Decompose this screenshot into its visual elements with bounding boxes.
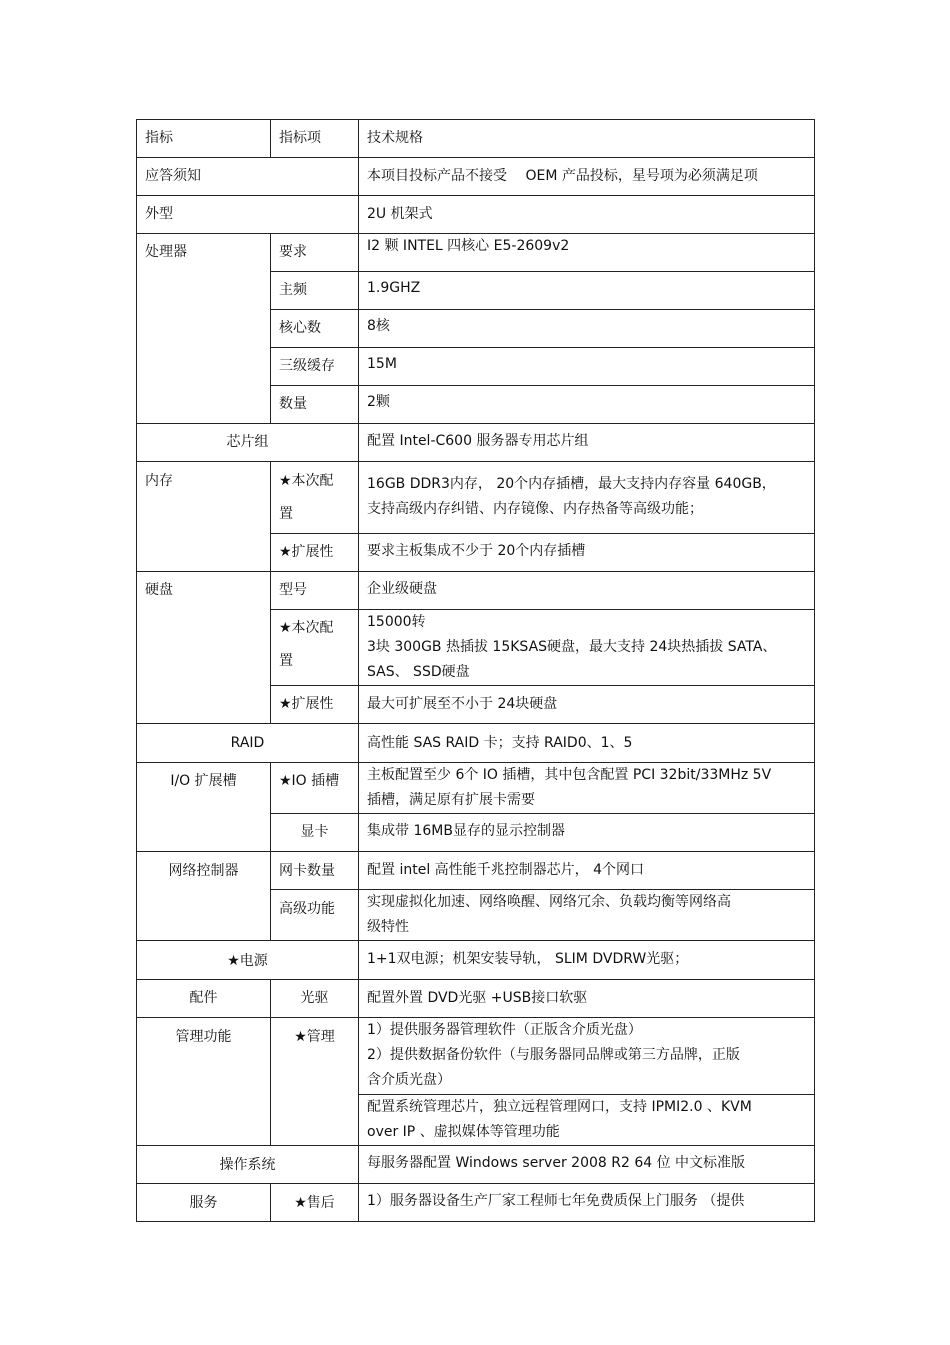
disk-config-line: 3块 300GB 热插拔 15KSAS硬盘，最大支持 24块热插拔 SATA、	[367, 639, 777, 655]
cpu-label: 处理器	[137, 234, 271, 424]
disk-model-item: 型号	[271, 572, 359, 610]
table-row	[137, 763, 815, 814]
table-row	[137, 724, 815, 763]
header-indicator: 指标	[137, 120, 271, 158]
memory-expand-item: ★扩展性	[271, 534, 359, 572]
disk-config-line: 15000转	[367, 614, 426, 630]
header-item: 指标项	[271, 120, 359, 158]
mgmt-software-line: 含介质光盘）	[367, 1072, 451, 1088]
memory-label: 内存	[137, 462, 271, 572]
table-row	[137, 462, 815, 534]
io-gpu-value: 集成带 16MB显存的显示控制器	[359, 814, 815, 852]
memory-expand-value: 要求主板集成不少于 20个内存插槽	[359, 534, 815, 572]
io-slot-value	[359, 763, 815, 814]
network-nic-item: 网卡数量	[271, 852, 359, 890]
notice-label: 应答须知	[137, 158, 359, 196]
cpu-value: 15M	[359, 348, 815, 386]
mgmt-chip-line: 配置系统管理芯片，独立远程管理网口，支持 IPMI2.0 、KVM	[367, 1099, 752, 1115]
service-label: 服务	[137, 1184, 271, 1222]
io-slot-item: ★IO 插槽	[271, 763, 359, 814]
accessory-value: 配置外置 DVD光驱 +USB接口软驱	[359, 980, 815, 1018]
disk-config-line: SAS、 SSD硬盘	[367, 664, 470, 680]
mgmt-software	[359, 1018, 815, 1095]
network-nic-value: 配置 intel 高性能千兆控制器芯片， 4个网口	[359, 852, 815, 890]
table-row	[137, 1018, 815, 1095]
power-label: ★电源	[137, 941, 359, 980]
table-row	[137, 941, 815, 980]
memory-config-item-line: ★本次配	[279, 473, 334, 489]
memory-config-item	[271, 462, 359, 534]
service-item: ★售后	[271, 1184, 359, 1222]
table-row	[137, 572, 815, 610]
network-adv-item: 高级功能	[271, 890, 359, 941]
cpu-value: 2颗	[359, 386, 815, 424]
network-adv-line: 级特性	[367, 919, 409, 935]
service-value: 1）服务器设备生产厂家工程师七年免费质保上门服务 （提供	[359, 1184, 815, 1222]
cpu-item: 要求	[271, 234, 359, 272]
cpu-value: 1.9GHZ	[359, 272, 815, 310]
table-row	[137, 234, 815, 272]
accessory-label: 配件	[137, 980, 271, 1018]
form-value: 2U 机架式	[359, 196, 815, 234]
os-label: 操作系统	[137, 1146, 359, 1184]
mgmt-software-line: 1）提供服务器管理软件（正版含介质光盘）	[367, 1022, 642, 1038]
disk-expand-item: ★扩展性	[271, 686, 359, 724]
table-row	[137, 196, 815, 234]
cpu-item: 核心数	[271, 310, 359, 348]
memory-config-item-line: 置	[279, 506, 293, 522]
disk-config-value	[359, 610, 815, 686]
cpu-item: 数量	[271, 386, 359, 424]
os-value: 每服务器配置 Windows server 2008 R2 64 位 中文标准版	[359, 1146, 815, 1184]
io-label: I/O 扩展槽	[137, 763, 271, 852]
network-label: 网络控制器	[137, 852, 271, 941]
table-row	[137, 120, 815, 158]
memory-config-line: 16GB DDR3内存， 20个内存插槽，最大支持内存容量 640GB，	[367, 476, 776, 492]
accessory-item: 光驱	[271, 980, 359, 1018]
table-row	[137, 158, 815, 196]
disk-model-value: 企业级硬盘	[359, 572, 815, 610]
table-row	[137, 852, 815, 890]
io-gpu-item: 显卡	[271, 814, 359, 852]
table-row	[137, 980, 815, 1018]
notice-value: 本项目投标产品不接受 OEM 产品投标，星号项为必须满足项	[359, 158, 815, 196]
disk-label: 硬盘	[137, 572, 271, 724]
io-slot-line: 插槽，满足原有扩展卡需要	[367, 792, 535, 808]
disk-config-item-line: 置	[279, 653, 293, 669]
network-adv-value	[359, 890, 815, 941]
mgmt-chip	[359, 1095, 815, 1146]
disk-config-item-line: ★本次配	[279, 620, 334, 636]
cpu-item: 主频	[271, 272, 359, 310]
mgmt-chip-line: over IP 、虚拟媒体等管理功能	[367, 1124, 560, 1140]
mgmt-label: 管理功能	[137, 1018, 271, 1146]
network-adv-line: 实现虚拟化加速、网络唤醒、网络冗余、负载均衡等网络高	[367, 894, 731, 910]
io-slot-line: 主板配置至少 6个 IO 插槽，其中包含配置 PCI 32bit/33MHz 5V	[367, 767, 772, 783]
raid-value: 高性能 SAS RAID 卡；支持 RAID0、1、5	[359, 724, 815, 763]
table-row	[137, 1184, 815, 1222]
disk-expand-value: 最大可扩展至不小于 24块硬盘	[359, 686, 815, 724]
power-value: 1+1双电源；机架安装导轨， SLIM DVDRW光驱；	[359, 941, 815, 980]
cpu-value: I2 颗 INTEL 四核心 E5-2609v2	[359, 234, 815, 272]
mgmt-software-line: 2）提供数据备份软件（与服务器同品牌或第三方品牌，正版	[367, 1047, 740, 1063]
cpu-item: 三级缓存	[271, 348, 359, 386]
cpu-value: 8核	[359, 310, 815, 348]
memory-config-line: 支持高级内存纠错、内存镜像、内存热备等高级功能；	[367, 501, 703, 517]
header-spec: 技术规格	[359, 120, 815, 158]
disk-config-item	[271, 610, 359, 686]
table-row	[137, 1146, 815, 1184]
chipset-value: 配置 Intel-C600 服务器专用芯片组	[359, 424, 815, 462]
mgmt-item: ★管理	[271, 1018, 359, 1146]
memory-config-value	[359, 462, 815, 534]
chipset-label: 芯片组	[137, 424, 359, 462]
raid-label: RAID	[137, 724, 359, 763]
form-label: 外型	[137, 196, 359, 234]
spec-table	[136, 119, 815, 1222]
table-row	[137, 424, 815, 462]
